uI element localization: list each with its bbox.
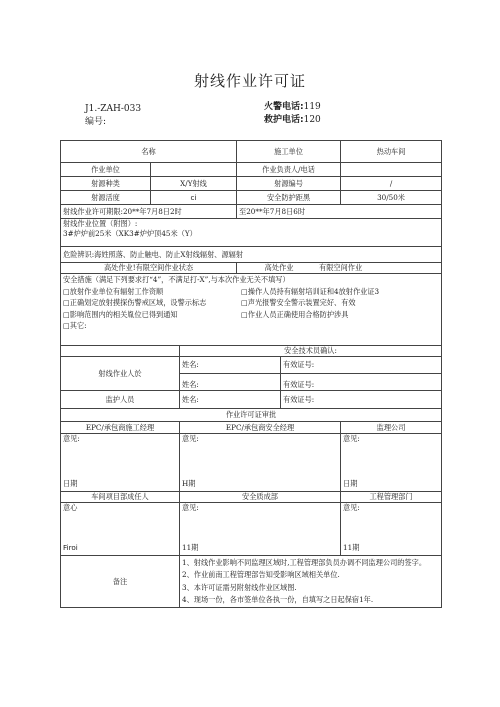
- header-left: [85, 103, 141, 129]
- safety-measures-heading: 安全措施（满足下列要求打“4”，不满足打-X”,与本次作业无关不填写）: [63, 275, 290, 284]
- epc-safety-opinion[interactable]: 意见: H期: [180, 434, 341, 492]
- source-type-label: 射源种类: [61, 177, 151, 191]
- measure-checkbox[interactable]: □操作人员持有辐射培训证和4放射作业证3: [241, 286, 380, 296]
- source-type-value[interactable]: X/Y射线: [151, 177, 237, 191]
- notes-cell: [180, 556, 442, 608]
- measure-checkbox[interactable]: □其它:: [63, 321, 87, 330]
- note-item: 4、现场一份，各市签单位各执一份，自填写之日起保宿1年.: [182, 595, 374, 604]
- activity-label: 射源活度: [61, 191, 151, 205]
- supervision-date: 日期: [343, 479, 358, 488]
- measure-checkbox[interactable]: □声光报警安全警示装置完好、有效: [241, 298, 356, 307]
- note-item: 2、作业前南工程管理部告知受影响区域相关单位.: [182, 570, 340, 579]
- worker-name-2[interactable]: 姓名:: [180, 374, 281, 391]
- source-no-value[interactable]: /: [341, 177, 442, 191]
- work-unit-value[interactable]: [151, 163, 237, 177]
- measure-checkbox[interactable]: □作业人员正确使用合格防护涉具: [241, 309, 349, 319]
- tech-confirm-label: 安全技术员确认:: [180, 346, 442, 357]
- activity-value[interactable]: ci: [151, 191, 237, 205]
- epc-construction-date: 日期: [63, 479, 78, 488]
- supervision-opinion[interactable]: 意见: 日期: [341, 434, 442, 492]
- fire-phone-label: 火警电话:: [264, 102, 304, 112]
- safety-dept-opinion[interactable]: 意见: 11期: [180, 503, 341, 556]
- construction-unit-value[interactable]: 热动车间: [341, 141, 442, 163]
- high-work-options: [237, 263, 442, 274]
- eng-dept-opinion[interactable]: 意见: 11期: [341, 503, 442, 556]
- period-to-value[interactable]: 至20**年7月8日6时: [237, 205, 442, 219]
- dept-head-opinion[interactable]: 意心 Firoi: [61, 503, 180, 556]
- high-work-option[interactable]: 高处作业: [264, 263, 294, 272]
- epc-safety-label: EPC/承包商安全经理: [180, 422, 341, 434]
- note-item: 3、本许可证需另附射线作业区域图.: [182, 582, 297, 592]
- supervision-label: 监理公司: [341, 422, 442, 434]
- form-code: J1.-ZAH-033: [85, 104, 142, 114]
- location-value[interactable]: 3#炉炉前25米（XK3#炉炉顶45米（Y）: [63, 229, 197, 238]
- rescue-phone-value: 120: [303, 115, 321, 125]
- header-right: [264, 101, 321, 127]
- safety-dept-label: 安全质成部: [180, 492, 341, 503]
- measure-checkbox[interactable]: □放射作业单位有辐射工作资顺: [63, 286, 164, 296]
- note-item: 1、射线作业影响不同监理区域时,工程管理部负员办调不同监理公司的签字。: [182, 557, 427, 567]
- rescue-phone-label: 救护电话:: [264, 115, 304, 125]
- eng-dept-label: 工程管理部门: [341, 492, 442, 503]
- tech-blank: [61, 346, 180, 357]
- worker-cert-1[interactable]: 有效证号:: [281, 357, 442, 374]
- notes-label: 备注: [61, 556, 180, 608]
- safety-dept-date: 11期: [182, 543, 199, 552]
- epc-construction-opinion[interactable]: 意见: 日期: [61, 434, 180, 492]
- worker-name-1[interactable]: 姓名:: [180, 357, 281, 374]
- radiation-worker-label: 射线作业人於: [61, 357, 180, 391]
- source-no-label: 射源编号: [237, 177, 341, 191]
- dept-head-date: Firoi: [63, 543, 78, 552]
- supervisor-name[interactable]: 姓名:: [180, 391, 281, 409]
- worker-cert-2[interactable]: 有效证号:: [281, 374, 442, 391]
- hazard-identification[interactable]: 危险辨识:海姓照落、防止触电、防止X射线辐射、源辐射: [61, 247, 442, 263]
- location-cell: [61, 219, 442, 247]
- supervisor-cert[interactable]: 有效证号:: [281, 391, 442, 409]
- safe-distance-label: 安全防护距黑: [237, 191, 341, 205]
- epc-safety-date: H期: [182, 479, 196, 488]
- number-label: 编号:: [85, 117, 107, 127]
- supervisor-label: 监护人员: [61, 391, 180, 409]
- permit-form-table: [60, 140, 442, 608]
- epc-construction-label: EPC/承包商施工经理: [61, 422, 180, 434]
- name-label: 名称: [61, 141, 237, 163]
- construction-unit-label: 施工单位: [237, 141, 341, 163]
- safety-measures-cell: [61, 274, 442, 346]
- period-from: [61, 205, 237, 219]
- responsible-value[interactable]: [341, 163, 442, 177]
- safe-distance-value[interactable]: 30/50米: [341, 191, 442, 205]
- measure-checkbox[interactable]: □正确划定放射摸探伤警戒区域，设警示标志: [63, 298, 207, 307]
- fire-phone-value: 119: [303, 102, 321, 112]
- confined-space-option[interactable]: 有限空间作业: [319, 263, 363, 272]
- responsible-label: 作业负责人/电话: [237, 163, 341, 177]
- high-work-status: 高处作业!有限空间作业状态: [61, 263, 237, 274]
- dept-head-label: 车间项目部成任人: [61, 492, 180, 503]
- work-unit-label: 作业单位: [61, 163, 151, 177]
- measure-checkbox[interactable]: □影响范围内的相关胤位已得到通知: [63, 309, 178, 319]
- approval-heading: 作业许可证审批: [61, 409, 442, 422]
- location-label: 射线作业位置（附图）:: [63, 219, 138, 228]
- page-title: 射线作业许可证: [193, 72, 306, 90]
- period-label: 射线作业许可期限:: [63, 206, 123, 216]
- eng-dept-date: 11期: [343, 543, 360, 552]
- period-from-value[interactable]: 20**年7月8日2时: [122, 206, 182, 216]
